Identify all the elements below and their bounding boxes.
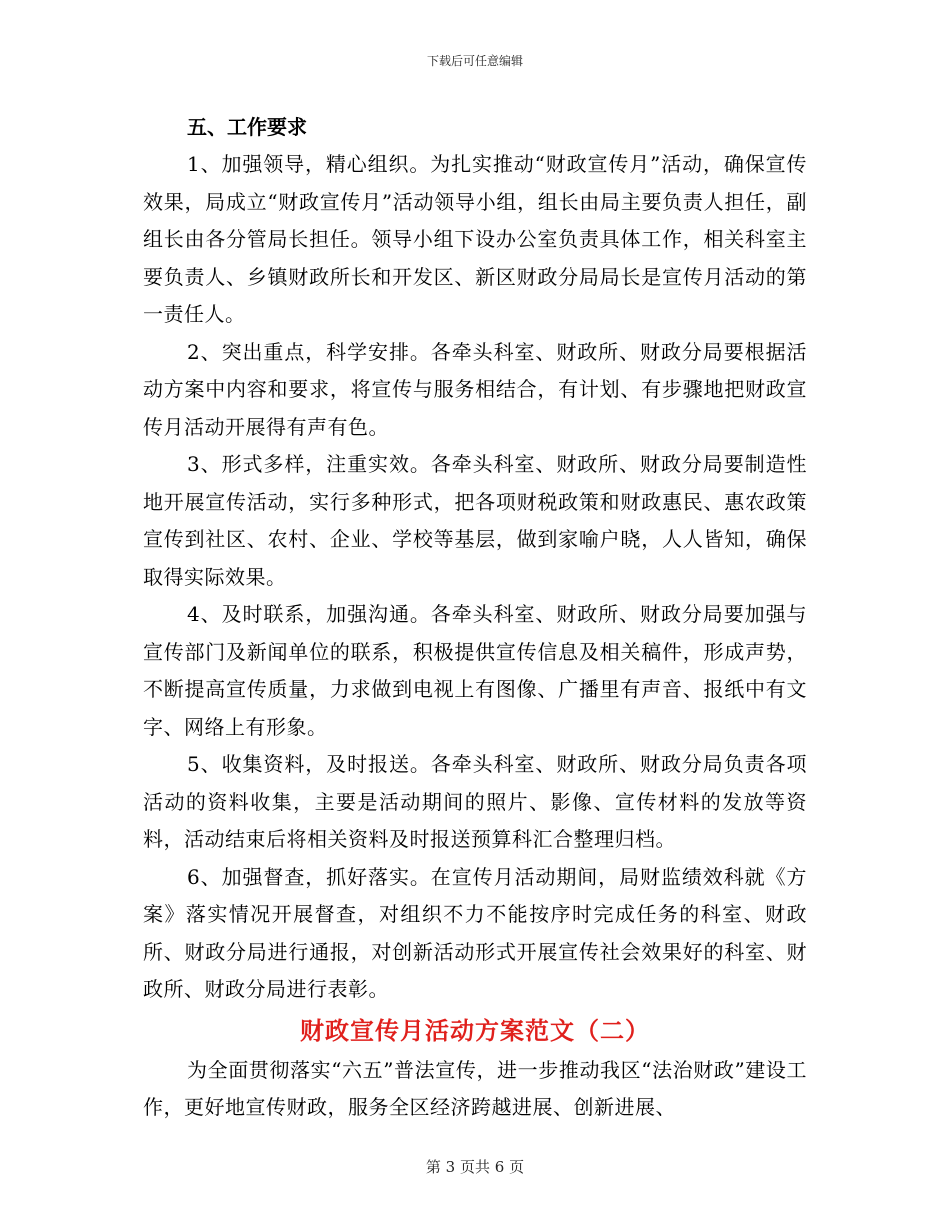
- document-subtitle: 财政宣传月活动方案范文（二）: [300, 1015, 650, 1045]
- requirement-item-2: 2、突出重点，科学安排。各牵头科室、财政所、财政分局要根据活动方案中内容和要求，将宣传与服务相结合，有计划、有步骤地把财政宣传月活动开展得有声有色。: [143, 339, 807, 439]
- intro-paragraph: 为全面贯彻落实“六五”普法宣传，进一步推动我区“法治财政”建设工作，更好地宣传财政，服务全区经济跨越进展、创新进展、: [143, 1057, 807, 1119]
- page-number: 第 3 页共 6 页: [425, 1158, 525, 1176]
- requirement-item-1: 1、加强领导，精心组织。为扎实推动“财政宣传月”活动，确保宣传效果，局成立“财政宣传月”活动领导小组，组长由局主要负责人担任，副组长由各分管局长担任。领导小组下设办公室负责具体工作，相关科室主要负责人、乡镇财政所长和开发区、新区财政分局局长是宣传月活动的第一责任人。: [143, 152, 807, 326]
- section-heading: 五、工作要求: [187, 115, 307, 139]
- document-body: [143, 108, 807, 1127]
- requirement-item-5: 5、收集资料，及时报送。各牵头科室、财政所、财政分局负责各项活动的资料收集，主要是活动期间的照片、影像、宣传材料的发放等资料，活动结束后将相关资料及时报送预算科汇合整理归档。: [143, 752, 807, 851]
- requirement-item-3: 3、形式多样，注重实效。各牵头科室、财政所、财政分局要制造性地开展宣传活动，实行多种形式，把各项财税政策和财政惠民、惠农政策宣传到社区、农村、企业、学校等基层，做到家喻户晓，人人皆知，确保取得实际效果。: [143, 452, 807, 589]
- requirement-item-4: 4、及时联系，加强沟通。各牵头科室、财政所、财政分局要加强与宣传部门及新闻单位的联系，积极提供宣传信息及相关稿件，形成声势，不断提高宣传质量，力求做到电视上有图像、广播里有声音、报纸中有文字、网络上有形象。: [143, 602, 807, 739]
- page-header-note: 下载后可任意编辑: [426, 54, 523, 68]
- requirement-item-6: 6、加强督查，抓好落实。在宣传月活动期间，局财监绩效科就《方案》落实情况开展督查，对组织不力不能按序时完成任务的科室、财政所、财政分局进行通报，对创新活动形式开展宣传社会效果好的科室、财政所、财政分局进行表彰。: [143, 864, 807, 1001]
